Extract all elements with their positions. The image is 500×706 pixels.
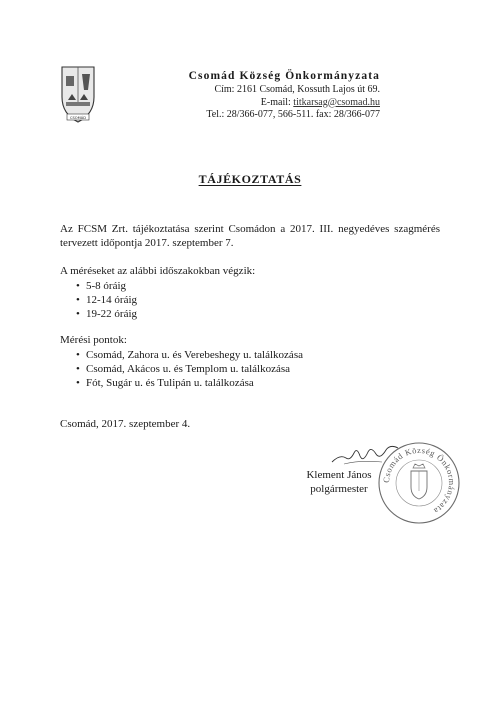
phone-line: Tel.: 28/366-077, 566-511. fax: 28/366-077 [206, 109, 380, 120]
email-label: E-mail: [260, 96, 294, 108]
organization-name: Csomád Község Önkormányzata [188, 70, 380, 82]
measurement-heading: A méréseket az alábbi időszakokban végzik: [60, 265, 256, 277]
intro-paragraph: Az FCSM Zrt. tájékoztatása szerint Csomádon a 2017. III. negyedéves szagmérés tervezett időpontja 2017. szeptember 7. [60, 223, 440, 249]
list-item: • 12-14 óráig [76, 293, 440, 307]
points-section [60, 333, 440, 391]
list-item: • Fót, Sugár u. és Tulipán u. találkozása [76, 376, 440, 390]
email-link[interactable]: titkarsag@csomad.hu [293, 96, 380, 108]
list-item: • Csomád, Zahora u. és Verebeshegy u. találkozása [76, 348, 440, 362]
title-text: TÁJÉKOZTATÁS [198, 172, 302, 186]
measurement-section [60, 264, 440, 322]
stamp-text: Csomád Község Önkormányzata [381, 445, 457, 516]
letterhead [140, 70, 380, 122]
coat-of-arms-icon [58, 64, 98, 126]
list-item: • 19-22 óráig [76, 307, 440, 321]
signer-role: polgármester [310, 483, 368, 495]
email-line [140, 97, 380, 110]
crest-banner: CSOMÁD [70, 116, 86, 120]
signer-name: Klement János [306, 469, 372, 481]
measurement-list [60, 279, 440, 322]
list-item: • 5-8 óráig [76, 279, 440, 293]
signature-block [296, 468, 382, 496]
points-heading: Mérési pontok: [60, 334, 127, 346]
address: Cím: 2161 Csomád, Kossuth Lajos út 69. [214, 84, 380, 95]
list-item: • Csomád, Akácos u. és Templom u. találkozása [76, 362, 440, 376]
points-list [60, 348, 440, 391]
document-title [0, 172, 500, 187]
official-stamp-icon [377, 441, 461, 525]
date-line: Csomád, 2017. szeptember 4. [60, 418, 191, 430]
